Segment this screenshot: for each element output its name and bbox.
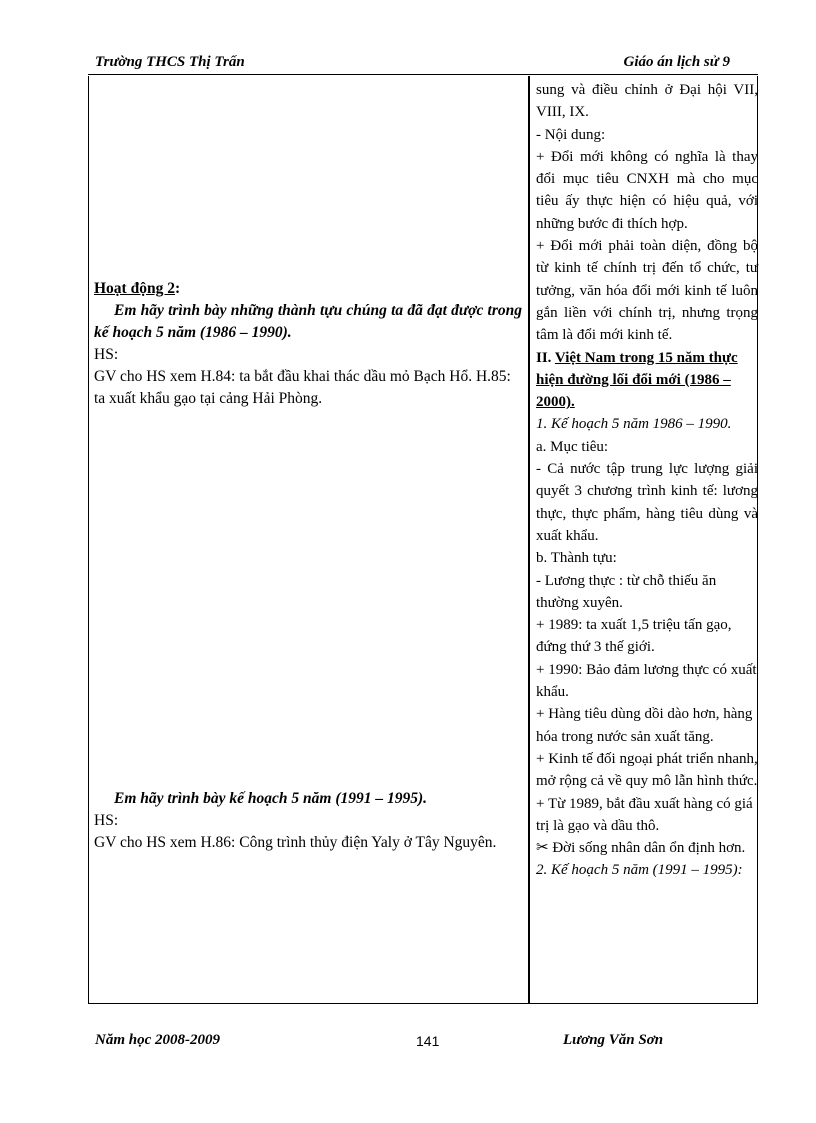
gv-note-1: GV cho HS xem H.84: ta bắt đầu khai thác dầu mỏ Bạch Hổ. H.85: ta xuất khẩu gạo tại cảng Hải Phòng. xyxy=(94,368,511,407)
goal-label: a. Mục tiêu: xyxy=(536,438,609,455)
gv-note-2: GV cho HS xem H.86: Công trình thủy điện Yaly ở Tây Nguyên. xyxy=(94,834,497,851)
achievement-7: ✂ Đời sống nhân dân ổn định hơn. xyxy=(536,840,746,857)
achievement-3: + 1990: Bảo đảm lương thực có xuất khẩu. xyxy=(536,661,757,701)
goal-text: - Cả nước tập trung lực lượng giải quyết 3 chương trình kinh tế: lương thực, thực phẩm, hàng tiêu dùng và xuất khẩu. xyxy=(536,461,758,544)
achievements-label: b. Thành tựu: xyxy=(536,550,617,567)
achievement-4: + Hàng tiêu dùng dồi dào hơn, hàng hóa trong nước sản xuất tăng. xyxy=(536,706,753,745)
content-r1: sung và điều chỉnh ở Đại hội VII, VIII, IX. xyxy=(536,82,758,121)
content-r4: + Đổi mới phải toàn diện, đồng bộ từ kinh tế chính trị đến tổ chức, tư tưởng, văn hóa đổi mới kinh tế luôn gắn liền với chính trị, nhưng trọng tâm là đổi mới kinh tế. xyxy=(536,238,758,344)
footer-author: Lương Văn Sơn xyxy=(563,1032,664,1048)
header-rule xyxy=(88,74,758,75)
achievement-2: + 1989: ta xuất 1,5 triệu tấn gạo, đứng thứ 3 thế giới. xyxy=(536,617,732,656)
scissors-icon: ✂ xyxy=(536,840,549,857)
header-doc-title: Giáo án lịch sử 9 xyxy=(623,54,730,70)
activity-2-block xyxy=(94,278,522,410)
question-2: Em hãy trình bày kế hoạch 5 năm (1991 – 1995). xyxy=(114,790,428,807)
achievement-5: + Kinh tế đối ngoại phát triển nhanh, mở rộng cả về quy mô lẫn hình thức. xyxy=(536,750,758,790)
plan-2-heading: 2. Kế hoạch 5 năm (1991 – 1995): xyxy=(536,862,743,879)
achievement-6: + Từ 1989, bắt đầu xuất hàng có giá trị là gạo và dầu thô. xyxy=(536,795,753,834)
lesson-table xyxy=(88,76,758,1004)
section-heading: II. Việt Nam trong 15 năm thực hiện đường lối đổi mới (1986 – 2000). xyxy=(536,349,738,411)
footer-year: Năm học 2008-2009 xyxy=(95,1032,220,1048)
plan-1-heading: 1. Kế hoạch 5 năm 1986 – 1990. xyxy=(536,416,732,433)
hs-label-2: HS: xyxy=(94,812,119,829)
hs-label-1: HS: xyxy=(94,346,119,363)
content-r3: + Đổi mới không có nghĩa là thay đổi mục tiêu CNXH mà cho mục tiêu ấy thực hiện có hiệu quả, với những bước đi thích hợp. xyxy=(536,148,758,232)
page-number: 141 xyxy=(416,1033,440,1049)
content-r2: - Nội dung: xyxy=(536,126,606,143)
content-column xyxy=(536,79,758,882)
question-1: Em hãy trình bày những thành tựu chúng ta đã đạt được trong kế hoạch 5 năm (1986 – 1990). xyxy=(94,302,522,341)
achievement-1: - Lương thực : từ chỗ thiếu ăn thường xuyên. xyxy=(536,572,717,611)
column-divider xyxy=(528,76,530,1003)
plan-1991-block xyxy=(94,788,522,854)
activity-heading: Hoạt động 2: xyxy=(94,280,181,297)
header-school: Trường THCS Thị Trấn xyxy=(95,54,245,70)
